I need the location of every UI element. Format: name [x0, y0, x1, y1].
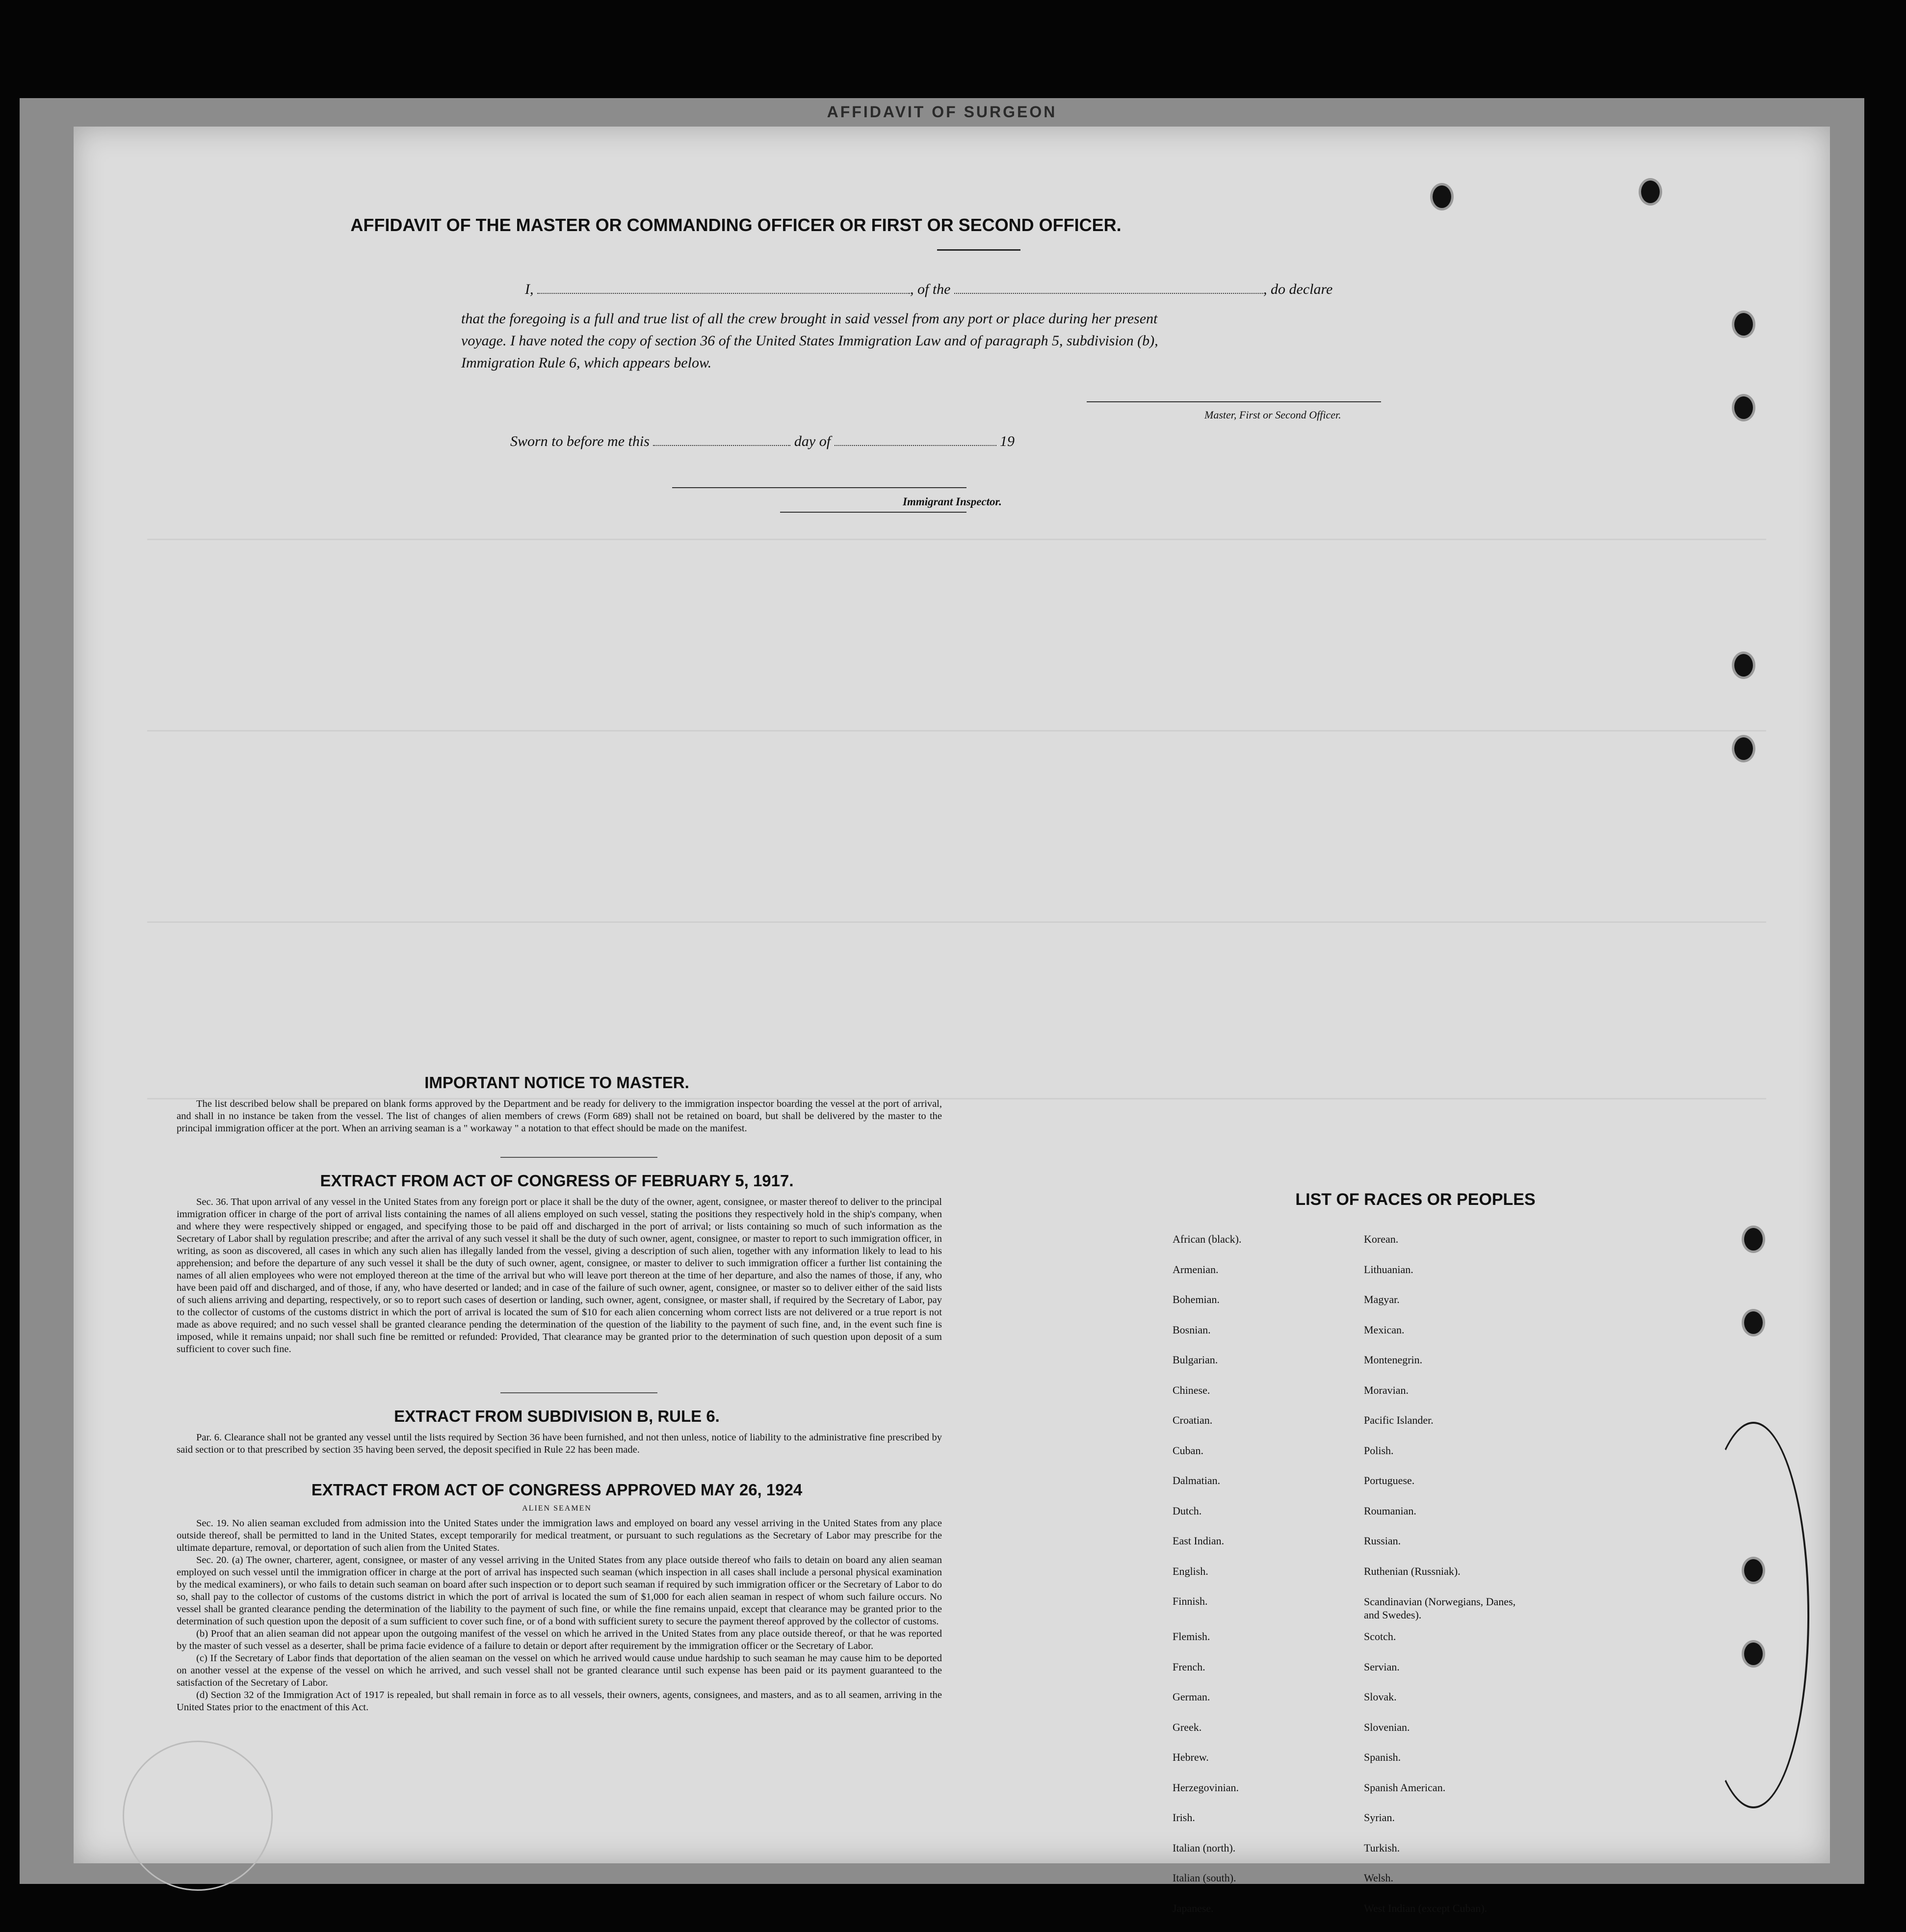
race-item: Japanese.	[1173, 1902, 1241, 1932]
inspector-signature-line-1[interactable]	[672, 487, 966, 488]
race-item: Welsh.	[1364, 1872, 1526, 1902]
race-item: Armenian.	[1173, 1263, 1241, 1294]
punch-hole	[1732, 311, 1755, 338]
extract-rule6-paragraph: Par. 6. Clearance shall not be granted any vessel until the lists required by Section 36 have been furnished, and not then unless, notice of liability to the administrative fine prescribed by said section or to that prescribed by section 35 having been served, the deposit specified in Rule 22 has been made.	[177, 1432, 942, 1456]
race-item: Herzegovinian.	[1173, 1781, 1241, 1812]
extract-rule6-text	[177, 1432, 942, 1456]
sworn-year: 19	[1000, 433, 1015, 449]
race-item: Roumanian.	[1364, 1505, 1526, 1535]
sworn-line	[510, 433, 1015, 450]
race-item: Moravian.	[1364, 1384, 1526, 1414]
show-through-mark	[147, 921, 1766, 923]
hand-drawn-circle	[1697, 1422, 1809, 1808]
signature-label: Master, First or Second Officer.	[1204, 409, 1341, 421]
extract-1924-text	[177, 1517, 942, 1714]
sworn-day-of: day of	[794, 433, 831, 449]
race-item: Bohemian.	[1173, 1293, 1241, 1324]
race-item: Ruthenian (Russniak).	[1364, 1565, 1526, 1595]
race-item: Servian.	[1364, 1661, 1526, 1691]
race-item: Hebrew.	[1173, 1751, 1241, 1781]
notice-text	[177, 1098, 942, 1135]
section-divider	[500, 1392, 657, 1393]
sec-19-paragraph: Sec. 19. No alien seaman excluded from admission into the United States under the immigration laws and employed on board any vessel arriving in the United States from any place outside thereof, shall be permitted to land in the United States, except temporarily for medical treatment, or pursuant to such regulations as the Secretary of Labor may prescribe for the ultimate departure, removal, or deportation of such alien from the United States.	[177, 1517, 942, 1554]
sec-20c-paragraph: (c) If the Secretary of Labor finds that deportation of the alien seaman on the vessel on which he arrived would cause undue hardship to such seaman he may cause him to be deported on another vessel at the expense of the vessel on which he arrived, and such vessel shall not be granted clearance until such expense has been paid or its payment guaranteed to the satisfaction of the Secretary of Labor.	[177, 1652, 942, 1689]
race-item: Finnish.	[1173, 1595, 1241, 1630]
section-divider	[500, 1157, 657, 1158]
race-item: Dalmatian.	[1173, 1474, 1241, 1505]
race-item: African (black).	[1173, 1233, 1241, 1263]
race-item: Slovak.	[1364, 1691, 1526, 1721]
race-item: West Indian (except Cuban).	[1364, 1902, 1526, 1932]
race-item: Greek.	[1173, 1721, 1241, 1751]
affidavit-body-line-3: Immigration Rule 6, which appears below.	[461, 355, 711, 371]
race-item: Montenegrin.	[1364, 1354, 1526, 1384]
sec-20a-paragraph: Sec. 20. (a) The owner, charterer, agent, consignee, or master of any vessel arriving in the United States from any place outside thereof who fails to detain on board any alien seaman employed on such vessel until the immigration officer in charge at the port of arrival has inspected such seaman (which inspection in all cases shall include a personal physical examination by the medical examiners), or who fails to detain such seaman on board after such inspection or to deport such seaman if required by such immigration officer or the Secretary of Labor to do so, shall pay to the collector of customs of the customs district in which the port of arrival is located the sum of $1,000 for each alien seaman in respect of whom such failure occurs. No vessel shall be granted clearance pending the determination of the liability to the payment of such fine, or while the fine remains unpaid, except that clearance may be granted prior to the determination of such question upon the deposit of a sum sufficient to cover such fine, or of a bond with sufficient surety to secure the payment thereof approved by the collector of customs.	[177, 1554, 942, 1628]
sworn-month-blank[interactable]	[835, 433, 996, 446]
race-item: Cuban.	[1173, 1444, 1241, 1475]
race-item: Scotch.	[1364, 1630, 1526, 1661]
race-item: German.	[1173, 1691, 1241, 1721]
declare-end: , do declare	[1263, 281, 1332, 297]
race-item: Chinese.	[1173, 1384, 1241, 1414]
race-item: Korean.	[1364, 1233, 1526, 1263]
race-item: Dutch.	[1173, 1505, 1241, 1535]
affidavit-body-line-1: that the foregoing is a full and true list of all the crew brought in said vessel from any port or place during her present	[461, 311, 1157, 327]
extract-1917-text	[177, 1196, 942, 1356]
race-item: Bosnian.	[1173, 1324, 1241, 1354]
race-item: Russian.	[1364, 1535, 1526, 1565]
notice-paragraph: The list described below shall be prepared on blank forms approved by the Department and be ready for delivery to the immigration inspector boarding the vessel at the port of arrival, and shall in no instance be taken from the vessel. The list of changes of alien members of crews (Form 689) shall not be retained on board, but shall be delivered by the master to the principal immigration officer at the port. When an arriving seaman is a " workaway " a notation to that effect should be made on the manifest.	[177, 1098, 942, 1135]
vessel-blank[interactable]	[954, 281, 1263, 294]
affidavit-body-line-2: voyage. I have noted the copy of section 36 of the United States Immigration Law and of paragraph 5, subdivision (b),	[461, 333, 1158, 349]
master-signature-line[interactable]	[1087, 401, 1381, 402]
declaration-line	[525, 281, 1332, 298]
race-item: Italian (south).	[1173, 1872, 1241, 1902]
sworn-day-blank[interactable]	[653, 433, 790, 446]
inspector-signature-line-2[interactable]	[780, 512, 966, 513]
punch-hole	[1742, 1226, 1765, 1253]
extract-1924-heading: EXTRACT FROM ACT OF CONGRESS APPROVED MAY 26, 1924	[172, 1481, 942, 1499]
extract-1924-subheading: ALIEN SEAMEN	[172, 1504, 942, 1513]
race-item: Spanish.	[1364, 1751, 1526, 1781]
race-item: Slovenian.	[1364, 1721, 1526, 1751]
extract-rule6-heading: EXTRACT FROM SUBDIVISION B, RULE 6.	[172, 1407, 942, 1426]
show-through-mark	[147, 730, 1766, 731]
sec-20b-paragraph: (b) Proof that an alien seaman did not appear upon the outgoing manifest of the vessel on which he arrived in the United States from any place outside thereof, or that he was reported by the master of such vessel as a deserter, shall be prima facie evidence of a failure to detain or deport after requirement by the immigration officer or the Secretary of Labor.	[177, 1628, 942, 1652]
punch-hole	[1732, 394, 1755, 421]
races-column-2	[1364, 1233, 1526, 1932]
title-rule	[937, 249, 1020, 251]
race-item: Syrian.	[1364, 1811, 1526, 1842]
race-item: English.	[1173, 1565, 1241, 1595]
races-title: LIST OF RACES OR PEOPLES	[1128, 1190, 1702, 1209]
notice-heading: IMPORTANT NOTICE TO MASTER.	[172, 1073, 942, 1092]
race-item: Flemish.	[1173, 1630, 1241, 1661]
punch-hole	[1742, 1309, 1765, 1336]
punch-hole	[1639, 178, 1662, 206]
race-item: Irish.	[1173, 1811, 1241, 1842]
race-item: East Indian.	[1173, 1535, 1241, 1565]
race-item: Scandinavian (Norwegians, Danes, and Swedes).	[1364, 1595, 1526, 1630]
race-item: French.	[1173, 1661, 1241, 1691]
race-item: Polish.	[1364, 1444, 1526, 1475]
declare-i: I,	[525, 281, 534, 297]
punch-hole	[1732, 735, 1755, 762]
race-item: Croatian.	[1173, 1414, 1241, 1444]
race-item: Lithuanian.	[1364, 1263, 1526, 1294]
declare-of-the: , of the	[910, 281, 951, 297]
affidavit-title: AFFIDAVIT OF THE MASTER OR COMMANDING OFFICER OR FIRST OR SECOND OFFICER.	[343, 215, 1128, 235]
race-item: Bulgarian.	[1173, 1354, 1241, 1384]
race-item: Portuguese.	[1364, 1474, 1526, 1505]
race-item: Italian (north).	[1173, 1842, 1241, 1872]
extract-1917-heading: EXTRACT FROM ACT OF CONGRESS OF FEBRUARY 5, 1917.	[172, 1172, 942, 1190]
background-sheet-title: AFFIDAVIT OF SURGEON	[20, 103, 1864, 121]
races-column-1	[1173, 1233, 1241, 1932]
name-blank[interactable]	[537, 281, 910, 294]
punch-hole	[1732, 652, 1755, 679]
show-through-mark	[147, 539, 1766, 540]
sworn-prefix: Sworn to before me this	[510, 433, 650, 449]
extract-1917-paragraph: Sec. 36. That upon arrival of any vessel in the United States from any foreign port or place it shall be the duty of the owner, agent, consignee, or master thereof to deliver to the principal immigration officer in charge of the port of arrival lists containing the names of all aliens employed on such vessel, stating the positions they respectively hold in the ship's company, when and where they were respectively shipped or engaged, and specifying those to be paid off and discharged in the port of arrival; or lists containing so much of such information as the Secretary of Labor shall by regulation prescribe; and after the arrival of any such vessel it shall be the duty of such owner, agent, consignee, or master to report to such immigration officer, in writing, as soon as discovered, all cases in which any such alien has illegally landed from the vessel, giving a description of such alien, together with any information likely to lead to his apprehension; and before the departure of any such vessel it shall be the duty of such owner, agent, consignee, or master to deliver to such immigration officer a further list containing the names of all alien employees who were not employed thereon at the time of the arrival but who will leave port thereon at the time of her departure, and also the names of those, if any, who have been paid off and discharged, and of those, if any, who have deserted or landed; and in case of the failure of such owner, agent, consignee, or master so to deliver either of the said lists of such aliens arriving and departing, respectively, or so to report such cases of desertion or landing, such owner, agent, consignee, or master shall, if required by the Secretary of Labor, pay to the collector of customs of the customs district in which the port of arrival is located the sum of $10 for each alien concerning whom correct lists are not delivered or a true report is not made as above required; and no such vessel shall be granted clearance pending the determination of the question of the liability to the payment of such fine, and, in the event such fine is imposed, while it remains unpaid; nor shall such fine be remitted or refunded: Provided, That clearance may be granted prior to the determination of such question upon deposit of a sum sufficient to cover such fine.	[177, 1196, 942, 1356]
race-item: Pacific Islander.	[1364, 1414, 1526, 1444]
race-item: Spanish American.	[1364, 1781, 1526, 1812]
race-item: Turkish.	[1364, 1842, 1526, 1872]
sec-20d-paragraph: (d) Section 32 of the Immigration Act of 1917 is repealed, but shall remain in force as to all vessels, their owners, agents, consignees, and masters, and as to all seamen, arriving in the United States prior to the enactment of this Act.	[177, 1689, 942, 1714]
punch-hole	[1430, 183, 1454, 210]
race-item: Magyar.	[1364, 1293, 1526, 1324]
faded-stamp	[123, 1741, 273, 1891]
race-item: Mexican.	[1364, 1324, 1526, 1354]
inspector-label: Immigrant Inspector.	[903, 496, 1002, 508]
document-page	[74, 127, 1830, 1863]
